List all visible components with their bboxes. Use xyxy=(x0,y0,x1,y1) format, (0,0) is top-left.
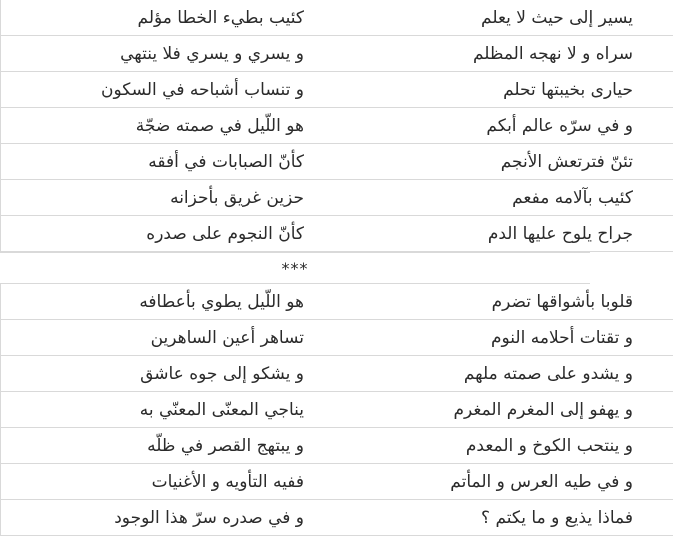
first-hemistich: هو اللّيل يطوي بأعطافه xyxy=(1,284,331,320)
second-hemistich: و في سرّه عالم أبكم xyxy=(330,108,673,144)
verse-row xyxy=(1,108,673,144)
second-hemistich: فماذا يذيع و ما يكتم ؟ xyxy=(330,500,673,536)
first-hemistich: كأنّ الصبابات في أفقه xyxy=(1,144,331,180)
verse-row xyxy=(1,180,673,216)
verse-row xyxy=(1,392,673,428)
first-hemistich: حزين غريق بأحزانه xyxy=(1,180,331,216)
first-hemistich: كأنّ النجوم على صدره xyxy=(1,216,331,252)
second-hemistich: تئنّ فترتعش الأنجم xyxy=(330,144,673,180)
first-hemistich: و تنساب أشباحه في السكون xyxy=(1,72,331,108)
verse-row xyxy=(1,464,673,500)
stanza-1-table xyxy=(0,0,673,252)
first-hemistich: تساهر أعين الساهرين xyxy=(1,320,331,356)
first-hemistich: و يشكو إلى جوه عاشق xyxy=(1,356,331,392)
verse-row xyxy=(1,144,673,180)
verse-row xyxy=(1,216,673,252)
first-hemistich: و يسري و يسري فلا ينتهي xyxy=(1,36,331,72)
second-hemistich: كئيب بآلامه مفعم xyxy=(330,180,673,216)
verse-row xyxy=(1,320,673,356)
first-hemistich: هو اللّيل في صمته ضجّة xyxy=(1,108,331,144)
first-hemistich: يناجي المعنّى المعنّي به xyxy=(1,392,331,428)
second-hemistich: جراح يلوح عليها الدم xyxy=(330,216,673,252)
second-hemistich: قلوبا بأشواقها تضرم xyxy=(330,284,673,320)
verse-row xyxy=(1,500,673,536)
verse-row xyxy=(1,428,673,464)
second-hemistich: و ينتحب الكوخ و المعدم xyxy=(330,428,673,464)
second-hemistich: و يشدو على صمته ملهم xyxy=(330,356,673,392)
verse-row xyxy=(1,284,673,320)
first-hemistich: ففيه التأويه و الأغنيات xyxy=(1,464,331,500)
first-hemistich: و يبتهج القصر في ظلّه xyxy=(1,428,331,464)
verse-row xyxy=(1,0,673,36)
second-hemistich: و يهفو إلى المغرم المغرم xyxy=(330,392,673,428)
second-hemistich: سراه و لا نهجه المظلم xyxy=(330,36,673,72)
first-hemistich: و في صدره سرّ هذا الوجود xyxy=(1,500,331,536)
verse-row xyxy=(1,356,673,392)
second-hemistich: يسير إلى حيث لا يعلم xyxy=(330,0,673,36)
stanza-2-table xyxy=(0,284,673,536)
second-hemistich: و تقتات أحلامه النوم xyxy=(330,320,673,356)
second-hemistich: حيارى بخيبتها تحلم xyxy=(330,72,673,108)
verse-row xyxy=(1,72,673,108)
first-hemistich: كئيب بطيء الخطا مؤلم xyxy=(1,0,331,36)
verse-row xyxy=(1,36,673,72)
second-hemistich: و في طيه العرس و المأتم xyxy=(330,464,673,500)
stanza-separator: *** xyxy=(0,252,590,284)
